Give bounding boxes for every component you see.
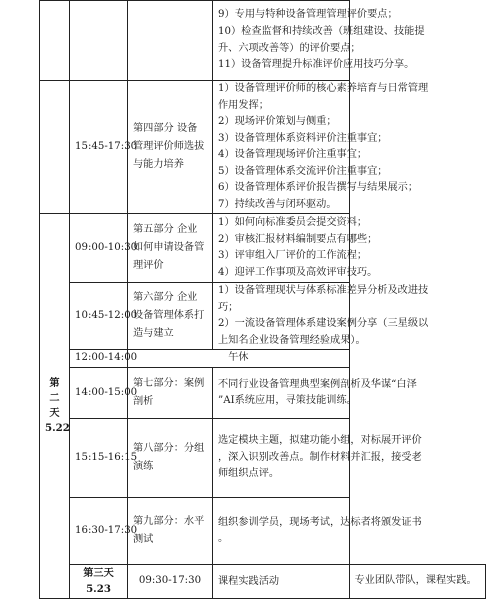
- detail-cell: [213, 419, 422, 498]
- day-cell: [70, 565, 128, 599]
- table-row: [40, 498, 486, 565]
- detail-line: 10）检查监督和持续改善（班组建设、技能提: [218, 25, 425, 37]
- detail-cell: [213, 1, 425, 81]
- time-cell: 14:00-15:00: [70, 368, 128, 419]
- table-row: [40, 368, 486, 419]
- schedule-table: [39, 0, 486, 599]
- table-row: [40, 419, 486, 498]
- detail-line: 3）评审组入厂评价的工作流程；: [218, 250, 368, 262]
- table-row: [40, 350, 486, 368]
- detail-line: 不同行业设备管理典型案例剖析及华谋“白泽: [218, 378, 417, 390]
- time-cell: 15:45-17:30: [70, 81, 128, 214]
- table-row: [40, 565, 486, 599]
- detail-cell: [213, 81, 429, 214]
- detail-line: 2）一流设备管理体系建设案例分享（三星级以: [218, 318, 429, 330]
- part-cell: 第九部分：水平测试: [128, 498, 213, 565]
- detail-line: 1）如何向标准委员会提交资料；: [218, 217, 368, 229]
- day-label: 第二天: [49, 376, 60, 420]
- lunch-break-cell: 午休: [128, 350, 350, 368]
- table-row: [40, 81, 486, 214]
- detail-line: ，深入识别改善点。制作材料并汇报，接受老: [218, 451, 422, 463]
- day-cell: [40, 214, 70, 599]
- detail-line: ”AI系统应用，寻策技能训练。: [218, 395, 357, 407]
- detail-line: 组织参训学员，现场考试，达标者将颁发证书: [218, 516, 422, 528]
- detail-cell: [349, 565, 486, 599]
- detail-line: 2）审核汇报材料编制要点有哪些；: [218, 233, 378, 245]
- detail-line: 6）设备管理体系评价报告撰写与结果展示；: [218, 182, 419, 194]
- detail-line: 4）设备管理现场评价注重事宜；: [218, 149, 368, 161]
- day-cell: [40, 1, 70, 81]
- detail-line: 。: [218, 533, 229, 545]
- detail-line: 上知名企业设备管理经验成果）。: [218, 334, 366, 346]
- table-row: [40, 1, 486, 81]
- time-cell: 09:00-10:30: [70, 214, 128, 283]
- part-cell: [128, 1, 213, 81]
- detail-cell: [213, 214, 378, 283]
- table-row: [40, 214, 486, 283]
- detail-line: 4）迎评工作事项及高效评审技巧。: [218, 266, 378, 278]
- detail-cell: [213, 283, 429, 350]
- detail-line: 巧；: [218, 301, 239, 313]
- detail-line: 升、六项改善等）的评价要点；: [218, 42, 361, 54]
- detail-line: 3）设备管理体系资料评价注重事宜；: [218, 132, 388, 144]
- part-cell: 第八部分：分组演练: [128, 419, 213, 498]
- detail-line: 1）设备管理现状与体系标准差异分析及改进技: [218, 285, 429, 297]
- detail-cell: [213, 368, 417, 419]
- part-cell: 课程实践活动: [213, 565, 350, 599]
- detail-line: 1）设备管理评价师的核心素养培育与日常管理: [218, 83, 429, 94]
- detail-line: 2）现场评价策划与侧重；: [218, 116, 337, 128]
- time-cell: 09:30-17:30: [128, 565, 213, 599]
- table-row: [40, 283, 486, 350]
- time-cell: 16:30-17:30: [70, 498, 128, 565]
- detail-line: 5）设备管理体系交流评价注重事宜；: [218, 165, 388, 177]
- detail-cell: [213, 498, 422, 565]
- detail-line: 7）持续改善与闭环驱动。: [218, 198, 337, 210]
- time-cell: 15:15-16:15: [70, 419, 128, 498]
- day-cell: [40, 81, 70, 214]
- day-date: 5.22: [45, 422, 70, 435]
- time-cell: 12:00-14:00: [70, 350, 128, 368]
- detail-line: 9）专用与特种设备管理管理评价要点；: [218, 9, 398, 21]
- day-date: 5.23: [86, 582, 111, 595]
- part-cell: 第五部分 企业如何申请设备管理评价: [128, 214, 213, 283]
- time-cell: 10:45-12:00: [70, 283, 128, 350]
- part-cell: 第四部分 设备管理评价师选拔与能力培养: [128, 81, 213, 214]
- detail-line: 专业团队带队，课程实践。: [354, 575, 477, 587]
- part-cell: 第六部分 企业设备管理体系打造与建立: [128, 283, 213, 350]
- day-label: 第三天: [83, 567, 114, 580]
- part-cell: 第七部分：案例剖析: [128, 368, 213, 419]
- detail-line: 作用发挥；: [218, 99, 269, 111]
- detail-line: 师组织点评。: [218, 468, 280, 480]
- time-cell: [70, 1, 128, 81]
- detail-line: 11）设备管理提升标准评价应用技巧分享。: [218, 59, 415, 71]
- detail-line: 选定模块主题，拟建功能小组，对标展开评价: [218, 435, 422, 447]
